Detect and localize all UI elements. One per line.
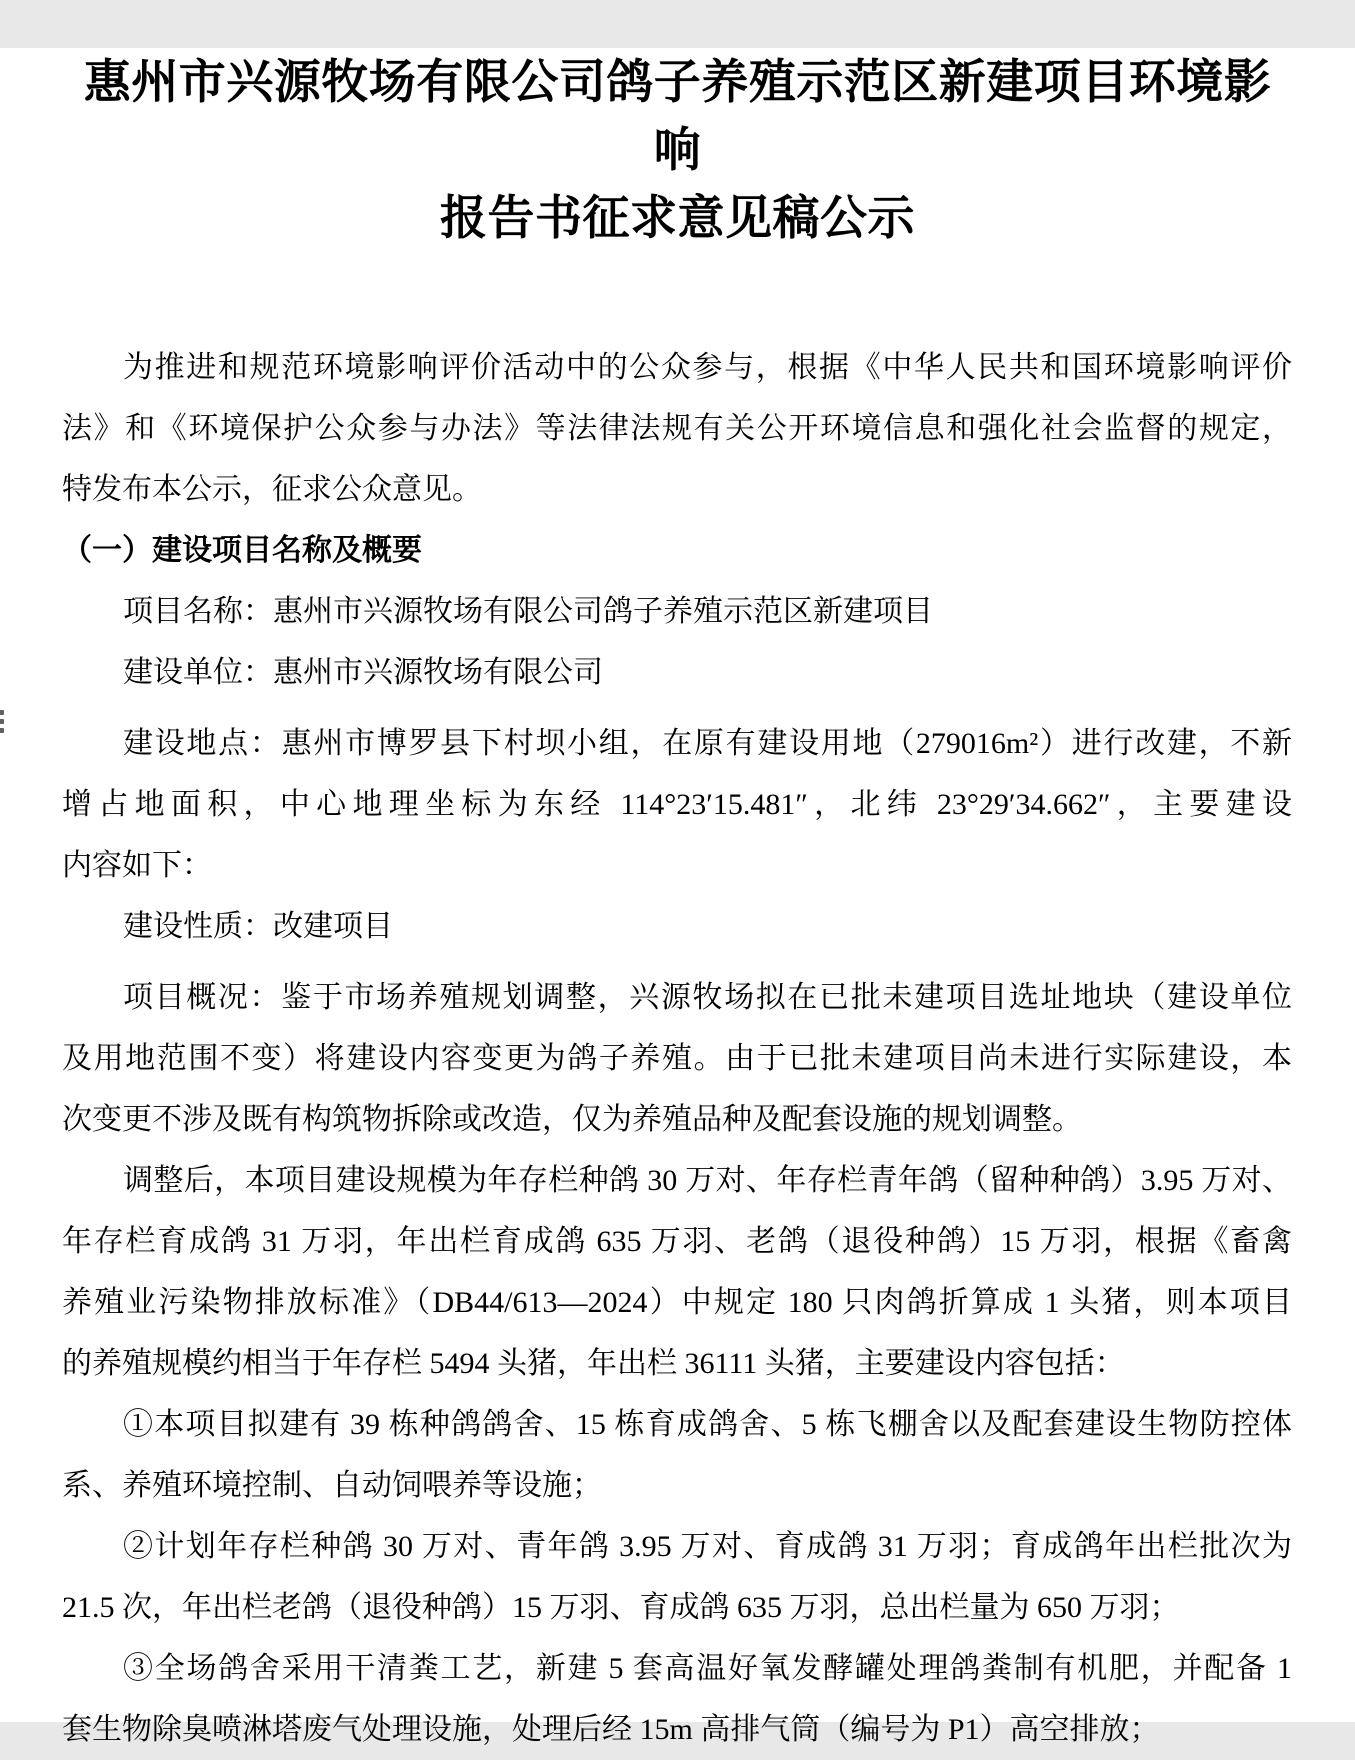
paragraph-line: 法》和《环境保护公众参与办法》等法律法规有关公开环境信息和强化社会监督的规定， <box>62 412 1292 445</box>
paragraph <box>62 642 1292 703</box>
paragraph <box>62 1150 1292 1394</box>
paragraph <box>62 1516 1292 1638</box>
paragraph-line: 建设地点：惠州市博罗县下村坝小组，在原有建设用地（279016m²）进行改建，不新 <box>123 727 1292 760</box>
paragraph-line: 套生物除臭喷淋塔废气处理设施，处理后经 15m 高排气筒（编号为 P1）高空排放； <box>62 1713 1160 1746</box>
paragraph <box>62 337 1292 520</box>
paragraph-line: 增占地面积，中心地理坐标为东经 114°23′15.481″，北纬 23°29′34.662″，主要建设 <box>62 788 1292 821</box>
paragraph-line: 21.5 次，年出栏老鸽（退役种鸽）15 万羽、育成鸽 635 万羽，总出栏量为 650 万羽； <box>62 1591 1180 1624</box>
paragraph-line: 项目概况：鉴于市场养殖规划调整，兴源牧场拟在已批未建项目选址地块（建设单位 <box>123 981 1292 1014</box>
paragraph <box>62 967 1292 1150</box>
document-body <box>62 337 1292 1760</box>
paragraph-line: 次变更不涉及既有构筑物拆除或改造，仅为养殖品种及配套设施的规划调整。 <box>62 1103 1082 1136</box>
paragraph-line: 建设性质：改建项目 <box>123 910 393 943</box>
paragraph-line: 及用地范围不变）将建设内容变更为鸽子养殖。由于已批未建项目尚未进行实际建设，本 <box>62 1042 1292 1075</box>
paragraph-line: 调整后，本项目建设规模为年存栏种鸽 30 万对、年存栏青年鸽（留种种鸽）3.95 万对、 <box>123 1164 1292 1197</box>
section-heading-text: （一）建设项目名称及概要 <box>62 534 422 567</box>
paragraph-line: 内容如下： <box>62 849 212 882</box>
paragraph-line: 特发布本公示，征求公众意见。 <box>62 473 482 506</box>
paragraph-line: ①本项目拟建有 39 栋种鸽鸽舍、15 栋育成鸽舍、5 栋飞棚舍以及配套建设生物防控体 <box>123 1408 1292 1441</box>
section-heading <box>62 520 1292 581</box>
paragraph-line: 项目名称：惠州市兴源牧场有限公司鸽子养殖示范区新建项目 <box>123 595 933 628</box>
paragraph-line: 建设单位：惠州市兴源牧场有限公司 <box>123 656 603 689</box>
document-page <box>0 48 1355 1746</box>
paragraph <box>62 1638 1292 1760</box>
title-line: 惠州市兴源牧场有限公司鸽子养殖示范区新建项目环境影响 <box>83 55 1272 176</box>
paragraph <box>62 1394 1292 1516</box>
left-margin-dots-icon <box>0 710 4 733</box>
paragraph <box>62 896 1292 957</box>
paragraph-line: 系、养殖环境控制、自动饲喂养等设施； <box>62 1469 602 1502</box>
paragraph-line: 养殖业污染物排放标准》（DB44/613—2024）中规定 180 只肉鸽折算成 1 头猪，则本项目 <box>62 1286 1292 1319</box>
document-title <box>62 48 1293 252</box>
paragraph-line: ③全场鸽舍采用干清粪工艺，新建 5 套高温好氧发酵罐处理鸽粪制有机肥，并配备 1 <box>123 1652 1292 1685</box>
paragraph-line: 为推进和规范环境影响评价活动中的公众参与，根据《中华人民共和国环境影响评价 <box>123 351 1292 384</box>
paragraph <box>62 713 1292 896</box>
paragraph-line: 年存栏育成鸽 31 万羽，年出栏育成鸽 635 万羽、老鸽（退役种鸽）15 万羽，根据《畜禽 <box>62 1225 1292 1258</box>
title-line: 报告书征求意见稿公示 <box>440 191 915 244</box>
paragraph-line: ②计划年存栏种鸽 30 万对、青年鸽 3.95 万对、育成鸽 31 万羽；育成鸽年出栏批次为 <box>123 1530 1292 1563</box>
paragraph-line: 的养殖规模约相当于年存栏 5494 头猪，年出栏 36111 头猪，主要建设内容包括： <box>62 1347 1125 1380</box>
paragraph <box>62 581 1292 642</box>
